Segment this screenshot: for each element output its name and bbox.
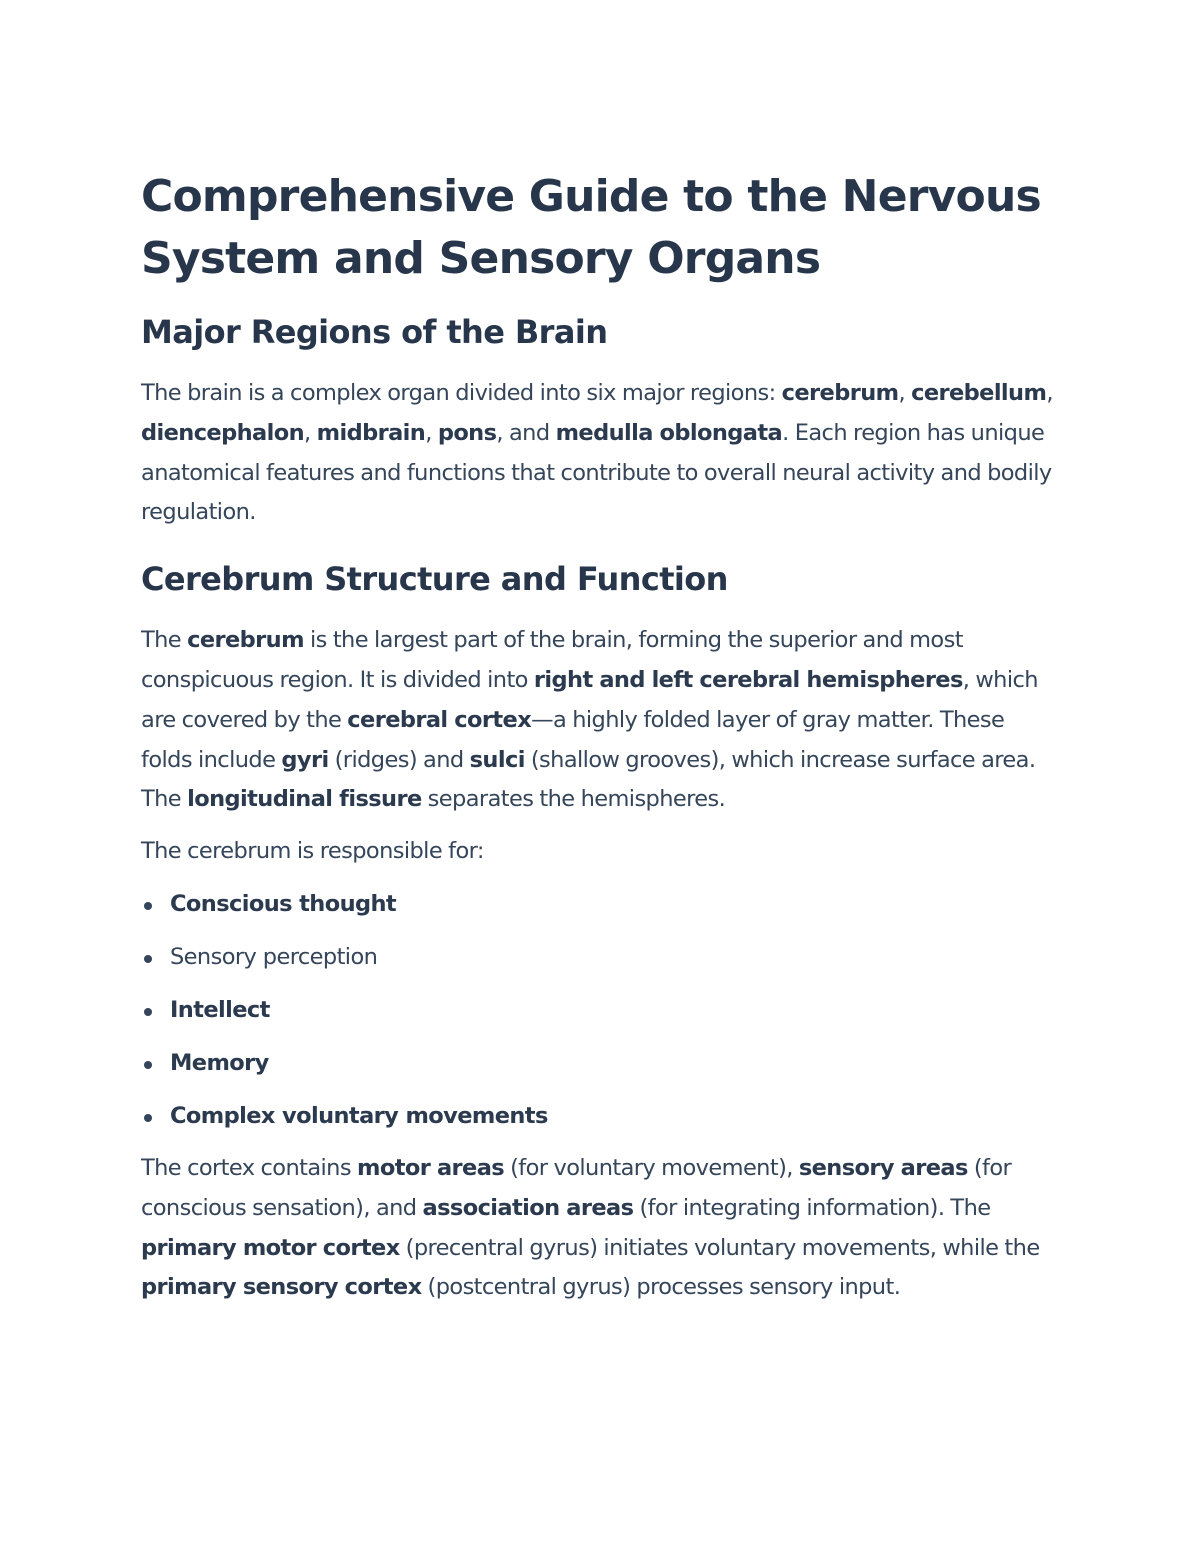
list-item: Complex voluntary movements	[141, 1096, 1060, 1136]
page-title: Comprehensive Guide to the Nervous System and Sensory Organs	[141, 171, 1041, 284]
text-run: ,	[1046, 380, 1053, 406]
text-run: ,	[425, 419, 438, 446]
term-sulci: sulci	[469, 746, 525, 773]
text-run: The cortex contains	[141, 1154, 358, 1181]
text-run: (postcentral gyrus) processes sensory input.	[421, 1274, 901, 1301]
text-run: (for voluntary movement),	[504, 1154, 799, 1181]
term-midbrain: midbrain	[316, 419, 426, 446]
term-cerebellum: cerebellum	[911, 380, 1047, 406]
term-sensory-areas: sensory areas	[798, 1154, 968, 1181]
term-cerebral-cortex: cerebral cortex	[347, 706, 532, 733]
paragraph-list-intro: The cerebrum is responsible for:	[141, 838, 484, 865]
term-primary-sensory-cortex: primary sensory cortex	[141, 1274, 422, 1301]
section-heading-major-regions: Major Regions of the Brain	[141, 313, 608, 351]
text-run: ,	[304, 419, 317, 446]
term-gyri: gyri	[281, 746, 329, 773]
list-item: Memory	[141, 1043, 1060, 1083]
text-run: The brain is a complex organ divided into six major regions:	[141, 380, 782, 406]
term-primary-motor-cortex: primary motor cortex	[141, 1234, 400, 1261]
term-diencephalon: diencephalon	[141, 419, 304, 446]
text-run: separates the hemispheres.	[421, 786, 726, 813]
paragraph-cerebrum-structure	[141, 621, 1060, 820]
term-association-areas: association areas	[422, 1194, 634, 1221]
text-run: (ridges) and	[328, 746, 470, 773]
term-longitudinal-fissure: longitudinal fissure	[187, 786, 422, 813]
term-motor-areas: motor areas	[357, 1154, 505, 1181]
text-run: . Each region has unique anatomical features and functions that contribute to overall neural activity and bodily regulation.	[141, 419, 1052, 526]
list-item: Conscious thought	[141, 884, 1060, 924]
text-run: , and	[496, 419, 556, 446]
text-run: (for integrating information). The	[633, 1194, 991, 1221]
responsibilities-list	[141, 884, 1060, 1136]
paragraph-major-regions	[141, 374, 1060, 533]
text-run: (shallow grooves), which increase surface area. The	[141, 746, 1036, 813]
term-cerebral-hemispheres: right and left cerebral hemispheres	[533, 666, 963, 693]
text-run: is the largest part of the brain, forming the superior and most conspicuous region. It is divided into	[141, 627, 963, 693]
term-medulla-oblongata: medulla oblongata	[555, 419, 783, 446]
list-item: Intellect	[141, 990, 1060, 1030]
paragraph-cortex-areas	[141, 1149, 1060, 1308]
text-run: , which are covered by the	[141, 666, 1038, 733]
text-run: (for conscious sensation), and	[141, 1154, 1012, 1221]
term-pons: pons	[437, 419, 497, 446]
text-run: (precentral gyrus) initiates voluntary movements, while the	[399, 1234, 1040, 1261]
text-run: ,	[898, 380, 912, 406]
term-cerebrum: cerebrum	[187, 627, 304, 654]
term-cerebrum: cerebrum	[781, 380, 899, 406]
text-run: —a highly folded layer of gray matter. These folds include	[141, 706, 1005, 773]
section-heading-cerebrum: Cerebrum Structure and Function	[141, 560, 728, 599]
text-run: The	[141, 627, 188, 654]
list-item: Sensory perception	[141, 937, 1060, 977]
